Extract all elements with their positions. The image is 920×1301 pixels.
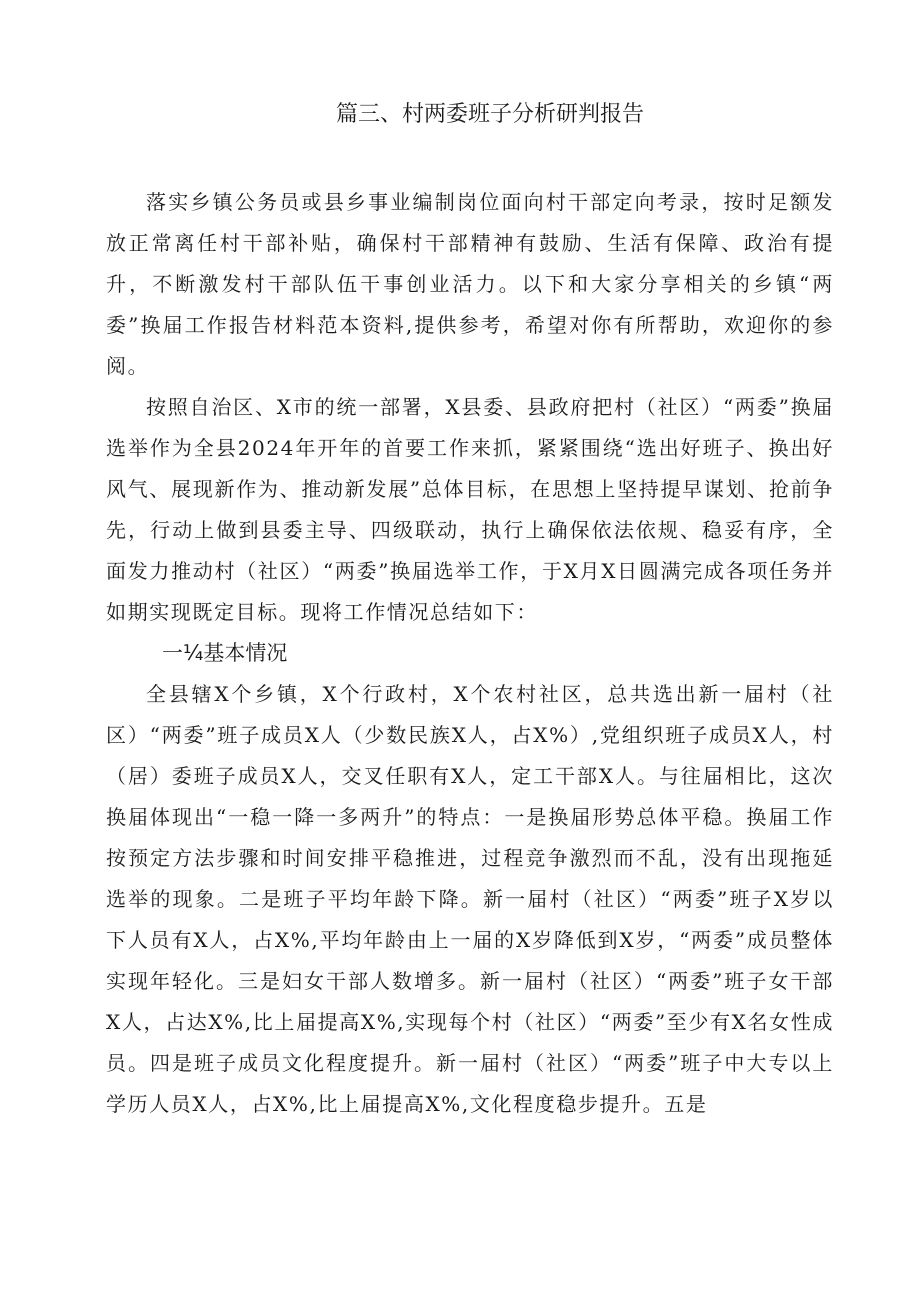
basic-info-paragraph: 全县辖X个乡镇，X个行政村，X个农村社区，总共选出新一届村（社区）“两委”班子成员X人（少数民族X人，占X%）,党组织班子成员X人，村（居）委班子成员X人，交叉任职有X人，定工干部X人。与往届相比，这次换届体现出“一稳一降一多两升”的特点：一是换届形势总体平稳。换届工作按预定方法步骤和时间安排平稳推进，过程竞争激烈而不乱，没有出现拖延选举的现象。二是班子平均年龄下降。新一届村（社区）“两委”班子X岁以下人员有X人，占X%,平均年龄由上一届的X岁降低到X岁，“两委”成员整体实现年轻化。三是妇女干部人数增多。新一届村（社区）“两委”班子女干部X人，占达X%,比上届提高X%,实现每个村（社区）“两委”至少有X名女性成员。四是班子成员文化程度提升。新一届村（社区）“两委”班子中大专以上学历人员X人，占X%,比上届提高X%,文化程度稳步提升。五是 — [106, 682, 834, 1116]
document-body — [106, 182, 834, 1125]
intro-paragraph: 落实乡镇公务员或县乡事业编制岗位面向村干部定向考录，按时足额发放正常离任村干部补贴，确保村干部精神有鼓励、生活有保障、政治有提升，不断激发村干部队伍干事创业活力。以下和大家分享相关的乡镇“两委”换届工作报告材料范本资料,提供参考，希望对你有所帮助，欢迎你的参阅。 — [106, 190, 834, 378]
section-heading-basic-info: 一¼基本情况 — [162, 641, 288, 665]
summary-paragraph: 按照自治区、X市的统一部署，X县委、县政府把村（社区）“两委”换届选举作为全县2024年开年的首要工作来抓，紧紧围绕“选出好班子、换出好风气、展现新作为、推动新发展”总体目标，在思想上坚持提早谋划、抢前争先，行动上做到县委主导、四级联动，执行上确保依法依规、稳妥有序，全面发力推动村（社区）“两委”换届选举工作，于X月X日圆满完成各项任务并如期实现既定目标。现将工作情况总结如下： — [106, 395, 834, 624]
document-title: 篇三、村两委班子分析研判报告 — [335, 102, 644, 127]
